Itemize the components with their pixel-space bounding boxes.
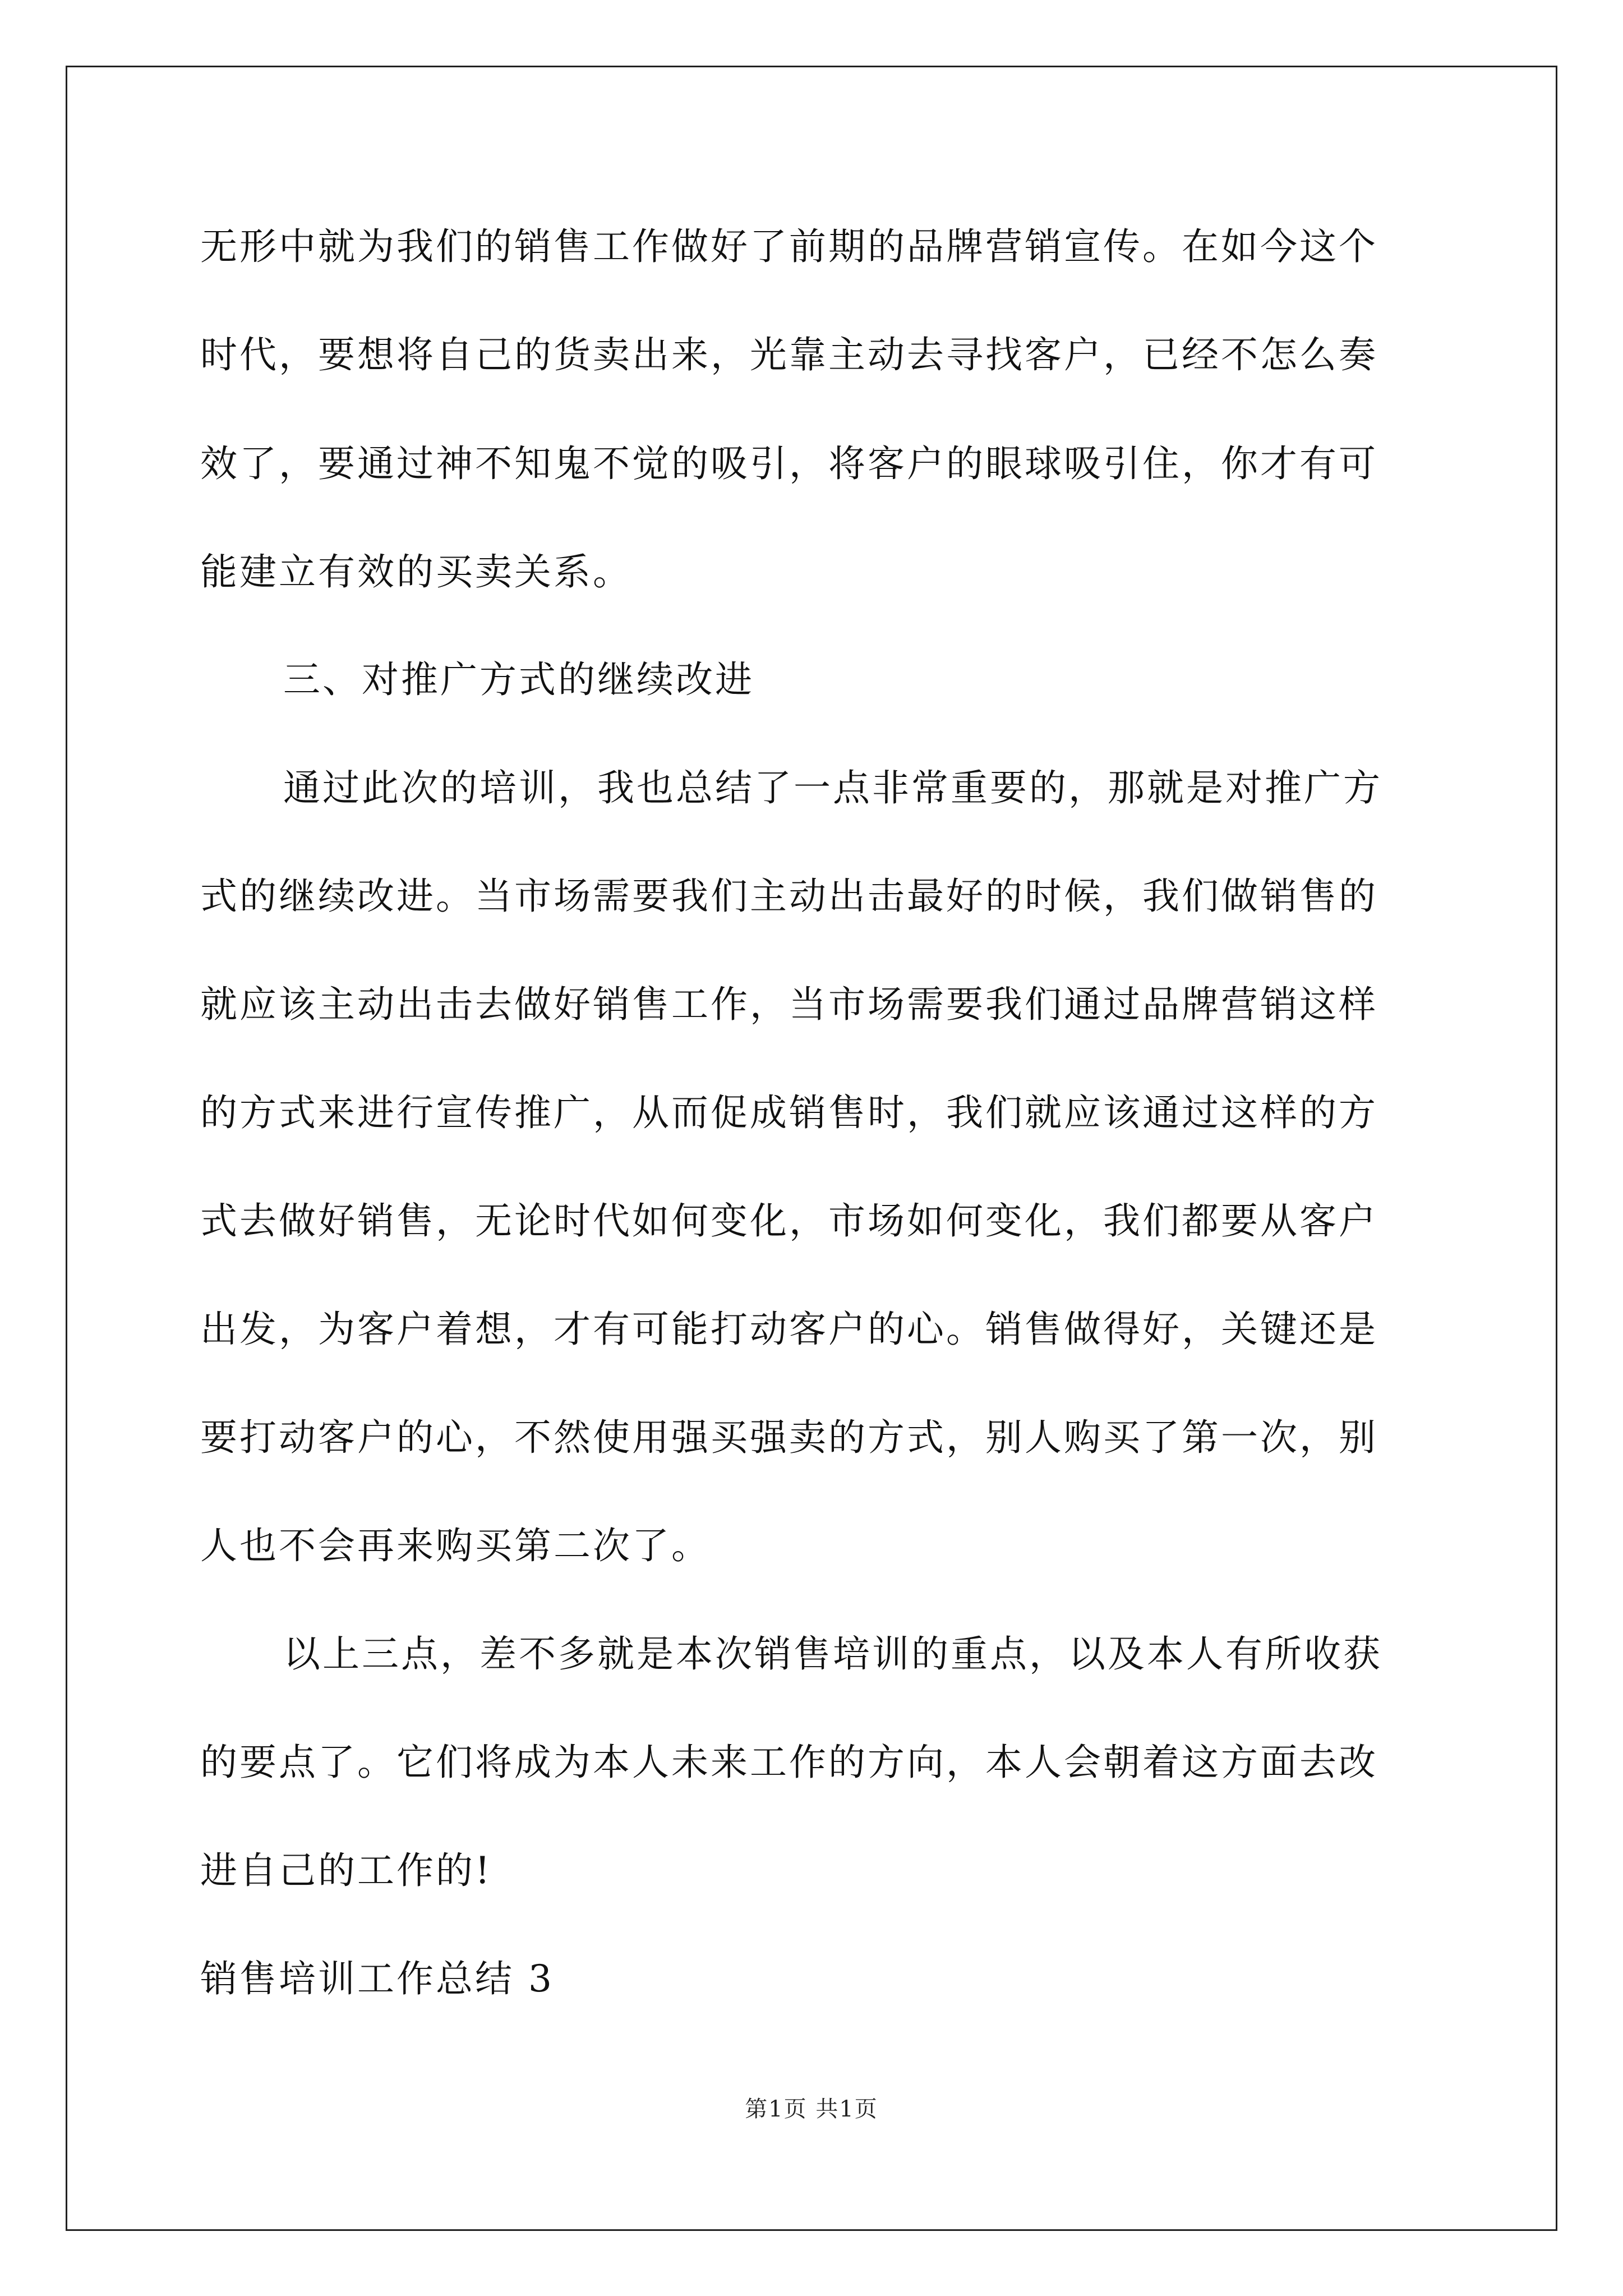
document-title: 销售培训工作总结 3 bbox=[200, 1957, 554, 2000]
paragraph-line: 人也不会再来购买第二次了。 bbox=[200, 1524, 711, 1567]
paragraph-line: 通过此次的培训，我也总结了一点非常重要的，那就是对推广方 bbox=[283, 766, 1382, 809]
paragraph-line: 式去做好销售，无论时代如何变化，市场如何变化，我们都要从客户 bbox=[200, 1199, 1378, 1243]
paragraph-line: 的方式来进行宣传推广，从而促成销售时，我们就应该通过这样的方 bbox=[200, 1091, 1378, 1134]
page-footer: 第1页 共1页 bbox=[745, 2096, 878, 2122]
paragraph-line: 就应该主动出击去做好销售工作，当市场需要我们通过品牌营销这样 bbox=[200, 983, 1378, 1026]
paragraph-line: 效了，要通过神不知鬼不觉的吸引，将客户的眼球吸引住，你才有可 bbox=[200, 442, 1378, 485]
paragraph-line: 进自己的工作的! bbox=[200, 1849, 492, 1892]
paragraph-line: 出发，为客户着想，才有可能打动客户的心。销售做得好，关键还是 bbox=[200, 1308, 1378, 1351]
paragraph-line: 时代，要想将自己的货卖出来，光靠主动去寻找客户，已经不怎么奏 bbox=[200, 333, 1378, 376]
paragraph-line: 能建立有效的买卖关系。 bbox=[200, 550, 632, 593]
paragraph-line: 无形中就为我们的销售工作做好了前期的品牌营销宣传。在如今这个 bbox=[200, 225, 1378, 268]
paragraph-line: 以上三点，差不多就是本次销售培训的重点，以及本人有所收获 bbox=[283, 1632, 1382, 1676]
paragraph-line: 要打动客户的心，不然使用强买强卖的方式，别人购买了第一次，别 bbox=[200, 1416, 1378, 1459]
paragraph-line: 式的继续改进。当市场需要我们主动出击最好的时候，我们做销售的 bbox=[200, 875, 1378, 918]
page-border bbox=[66, 66, 1557, 2231]
paragraph-line: 的要点了。它们将成为本人未来工作的方向，本人会朝着这方面去改 bbox=[200, 1741, 1378, 1784]
section-heading: 三、对推广方式的继续改进 bbox=[283, 658, 754, 701]
